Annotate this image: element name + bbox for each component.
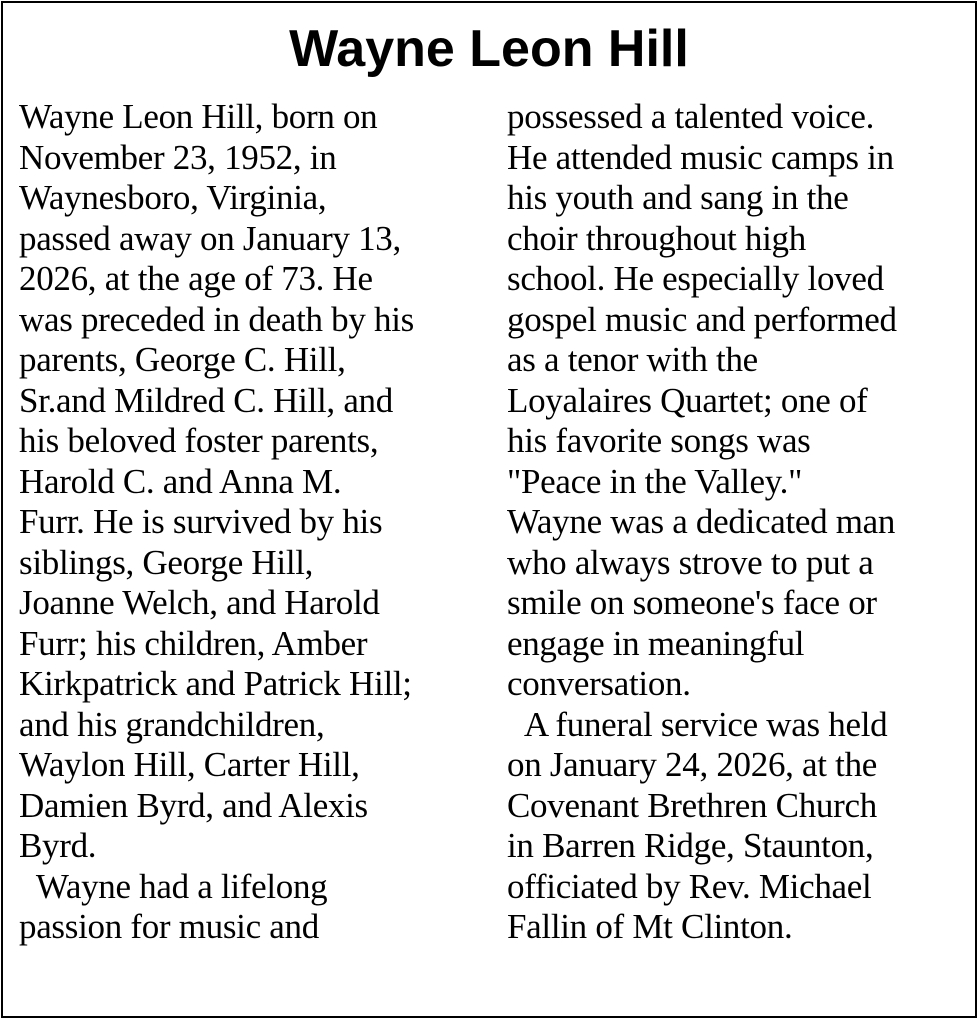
- text-line: as a tenor with the: [507, 340, 758, 379]
- text-line: A funeral service was held: [507, 704, 888, 744]
- text-line: Furr. He is survived by his: [19, 502, 383, 541]
- obituary-title: Wayne Leon Hill: [289, 20, 689, 78]
- text-line: Joanne Welch, and Harold: [19, 583, 380, 622]
- text-line: conversation.: [507, 664, 691, 703]
- text-line: Waylon Hill, Carter Hill,: [19, 745, 360, 784]
- text-line: Sr.and Mildred C. Hill, and: [19, 380, 393, 420]
- text-line: Byrd.: [19, 826, 97, 865]
- right-column: [507, 97, 967, 948]
- text-line: his youth and sang in the: [507, 178, 849, 217]
- text-line: Damien Byrd, and Alexis: [19, 785, 368, 825]
- text-line: was preceded in death by his: [19, 299, 414, 339]
- text-line: Waynesboro, Virginia,: [19, 178, 327, 217]
- left-column: [19, 97, 489, 948]
- text-line: Wayne had a lifelong: [19, 866, 328, 906]
- obituary-frame: [1, 1, 977, 1018]
- text-line: on January 24, 2026, at the: [507, 745, 878, 784]
- text-line: in Barren Ridge, Staunton,: [507, 826, 874, 865]
- text-line: passion for music and: [19, 907, 319, 946]
- text-line: Loyalaires Quartet; one of: [507, 380, 868, 420]
- text-line: his beloved foster parents,: [19, 421, 379, 460]
- text-line: who always strove to put a: [507, 542, 874, 582]
- text-line: November 23, 1952, in: [19, 137, 337, 177]
- text-line: "Peace in the Valley.": [507, 461, 803, 501]
- text-line: Harold C. and Anna M.: [19, 461, 342, 501]
- text-line: passed away on January 13,: [19, 218, 401, 258]
- text-line: engage in meaningful: [507, 623, 805, 663]
- text-line: possessed a talented voice.: [507, 97, 875, 136]
- text-line: gospel music and performed: [507, 299, 897, 339]
- text-line: Wayne Leon Hill, born on: [19, 97, 378, 136]
- text-line: smile on someone's face or: [507, 583, 877, 622]
- text-line: Wayne was a dedicated man: [507, 502, 896, 541]
- text-line: and his grandchildren,: [19, 704, 325, 744]
- text-line: parents, George C. Hill,: [19, 340, 346, 379]
- text-line: Kirkpatrick and Patrick Hill;: [19, 664, 412, 703]
- text-line: school. He especially loved: [507, 259, 884, 298]
- text-line: choir throughout high: [507, 218, 806, 258]
- text-line: siblings, George Hill,: [19, 542, 314, 582]
- text-line: 2026, at the age of 73. He: [19, 259, 373, 298]
- text-line: his favorite songs was: [507, 421, 811, 460]
- text-line: officiated by Rev. Michael: [507, 866, 872, 906]
- text-line: He attended music camps in: [507, 137, 894, 177]
- text-line: Fallin of Mt Clinton.: [507, 907, 793, 946]
- text-line: Furr; his children, Amber: [19, 623, 368, 663]
- text-line: Covenant Brethren Church: [507, 785, 877, 825]
